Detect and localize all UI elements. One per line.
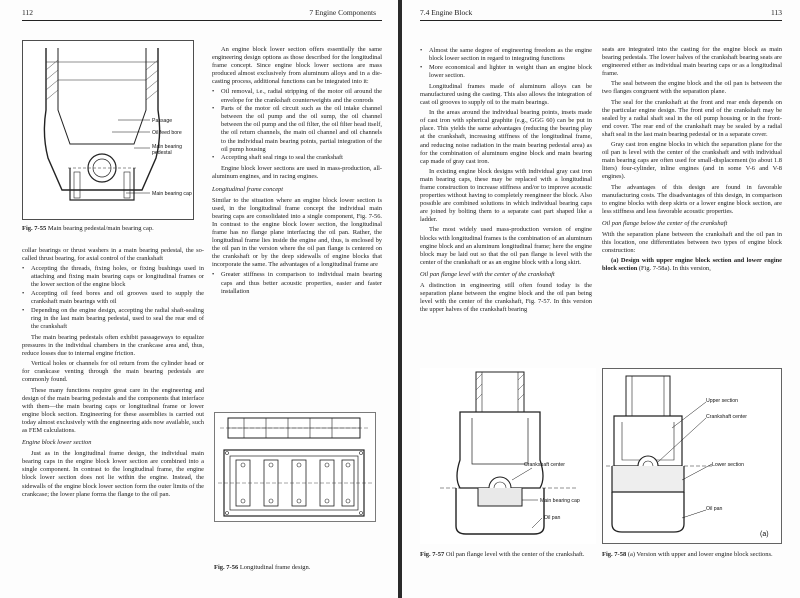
left-page-column-2 (212, 46, 382, 299)
left-page (0, 0, 398, 598)
figure-7-58-caption-text: (a) Version with upper and lower engine block sections. (627, 551, 773, 558)
label-oil-pan: Oil pan (706, 506, 723, 512)
figure-7-56-caption (214, 564, 384, 572)
figure-7-58-caption (602, 551, 782, 559)
upper-lower-section-drawing (602, 368, 782, 544)
longitudinal-frame-drawing (214, 412, 376, 522)
paragraph: The seal for the crankshaft at the front and rear ends depends on the particular engine design. The front end of the crankshaft may be sealed by a radial shaft seal in the oil pump housing or in the front-end cover. The rear end of the crankshaft may be sealed by a radial shaft seal in the last main bearing pedestal or in a separate cover. (602, 98, 782, 138)
paragraph: Longitudinal frames made of aluminum alloys can be manufactured using die casting. This also allows the integration of cast oil grooves to supply oil to the main bearings. (420, 82, 592, 107)
bold-run: (a) Design with upper engine block section and lower engine block section (602, 257, 782, 273)
subheading: Longitudinal frame concept (212, 185, 283, 193)
list-item: • Depending on the engine design, accepting the radial shaft-sealing ring in the last main bearing pedestal, used to seal the rear end of the crankshaft (22, 307, 204, 331)
label-oil-feed-bore: Oil feed bore (152, 130, 182, 136)
label-oil-pan: Oil pan (544, 515, 561, 521)
running-head-left: 7 Engine Components (309, 8, 376, 17)
paragraph: The seal between the engine block and the oil pan is between the two flanges congruent with the separation plane. (602, 80, 782, 96)
figure-7-55-caption-text: Main bearing pedestal/main bearing cap. (47, 225, 154, 232)
paragraph: An engine block lower section offers essentially the same engineering design options as those described for the longitudinal frame concept. Since engine block lower sections are mass produced almost exclusively from aluminum alloys and in a die-casting process, additional functions can be integrated into it: (212, 46, 382, 86)
subheading: Oil pan flange below the center of the crankshaft (602, 219, 728, 227)
bullet-list (212, 88, 382, 162)
paragraph: Gray cast iron engine blocks in which the separation plane for the oil pan is level with the center of the crankshaft and with individual main bearing caps are often used for small-displacement (to about 1.8 liters) four-cylinder, inline engines (and in some V-6 and V-8 engines). (602, 141, 782, 181)
paragraph: In existing engine block designs with individual gray cast iron main bearing caps, these may be replaced with a longitudinal frame construction to increase stiffness and/or to improve acoustic properties without having to completely reengineer the block. Also possible are combined solutions in which individual bearing caps are joined by bolting them to a separate cast part shaped like a ladder. (420, 167, 592, 224)
paragraph: Similar to the situation where an engine block lower section is used, in the longitudinal frame concept the individual main bearing caps are consolidated into a single component, Fig. 7-56. In contrast to the engine block lower section, the longitudinal frame has no flange plane interfacing the oil pan. Rather, the longitudinal frame lies inside the engine and, thus, is enclosed by the oil pan in the version where the oil pan flange is centered on the crankshaft or by the deep sidewalls of engine blocks that incorporate the same. The advantages of a longitudinal frame are (212, 196, 382, 269)
paragraph: collar bearings or thrust washers in a main bearing pedestal, the so-called thrust bearing, for axial control of the crankshaft (22, 247, 204, 263)
paragraph: Engine block lower sections are used in mass-production, all-aluminum engines, and in racing engines. (212, 165, 382, 181)
text-run: (Fig. 7-58a). In this version, (637, 265, 711, 273)
list-item: • Accepting shaft seal rings to seal the crankshaft (212, 154, 382, 162)
label-main-bearing-pedestal-2: pedestal (152, 150, 172, 156)
paragraph: The main bearing pedestals often exhibit passageways to equalize pressures in the individual chambers in the crankcase area and, thus, reduce losses due to internal engine friction. (22, 333, 204, 358)
paragraph: The advantages of this design are found in favorable manufacturing costs. The disadvantages of this design, in comparison to engine blocks with deep skirts or a lower engine block section, are less stiffness and less favorable acoustic properties. (602, 183, 782, 215)
left-page-column-1 (22, 247, 204, 501)
paragraph: A distinction in engineering still often found today is the separation plane between the engine block and the oil pan being level with the center of the crankshaft, Fig. 7-57. In this version the upper halves of the crankshaft bearing (420, 282, 592, 314)
paragraph: The most widely used mass-production version of engine blocks with longitudinal frames is the combination of an aluminum engine block and an aluminum longitudinal frame; here the engine block may be laid out so that the oil pan flange is level with the center of the crankshaft or as an engine block with a long skirt. (420, 226, 592, 266)
paragraph: seats are integrated into the casting for the engine block as main bearing pedestals. The lower halves of the crankshaft bearing seats are engineered either as individual main bearing caps or as a longitudinal frame. (602, 46, 782, 78)
figure-7-55-labels (22, 40, 194, 220)
paragraph: These many functions require great care in the engineering and design of the main bearing pedestals and the components that interface with them—the main bearing caps or longitudinal frame or lower engine block section. Engineering for these assemblies is carried out today almost exclusively with the engineering aids now available, such as FEM calculations. (22, 386, 204, 434)
label-crankshaft-center: Crankshaft center (524, 462, 565, 468)
subheading: Oil pan flange level with the center of the crankshaft (420, 270, 555, 278)
figure-7-57-caption (420, 551, 596, 559)
figure-7-57-caption-text: Oil pan flange level with the center of the crankshaft. (445, 551, 585, 558)
panel-label: (a) (760, 531, 769, 538)
paragraph: In the areas around the individual bearing points, insets made of cast iron with spherical graphite (e.g., GGG 60) can be put in place. This yields the same advantages (reducing the bearing play at the crankshaft, increasing stiffness of the longitudinal frame, and reducing noise radiation in the main bearing pedestal area) as for the combination of aluminum engine block and main bearing cap made of gray cast iron. (420, 109, 592, 165)
header-rule-right (420, 20, 782, 21)
bullet-list (420, 47, 592, 80)
subheading: Engine block lower section (22, 439, 92, 447)
figure-7-58 (602, 368, 782, 544)
page-number-right: 113 (771, 8, 782, 17)
list-item: • Parts of the motor oil circuit such as the oil intake channel between the oil pump and the oil sump, the oil channel between the oil pump and the oil filter, the oil filter head itself, the oil return channels, the main oil channel and oil channels to the individual main bearing points, partial integration of the oil pump housing (212, 105, 382, 154)
figure-7-57 (420, 368, 596, 544)
label-passage: Passage (152, 118, 173, 124)
running-head-right: 7.4 Engine Block (420, 8, 473, 17)
list-item: • Accepting oil feed bores and oil grooves used to supply the crankshaft main bearings with oil (22, 290, 204, 306)
list-item: • Oil removal, i.e., radial stripping of the motor oil around the envelope for the crankshaft counterweights and the conrods (212, 88, 382, 104)
list-item: • Accepting the threads, fixing holes, or fixing bushings used in attaching and fixing main bearing caps or longitudinal frames or the lower section of the engine block (22, 265, 204, 289)
label-upper-section: Upper section (706, 398, 739, 404)
list-item: • Almost the same degree of engineering freedom as the engine block lower section in regard to integrating functions (420, 47, 592, 63)
figure-7-56 (214, 412, 376, 522)
paragraph: With the separation plane between the crankshaft and the oil pan in this location, one differentiates between two types of engine block construction: (602, 230, 782, 255)
list-item: • More economical and lighter in weight than an engine block lower section. (420, 64, 592, 80)
right-page (402, 0, 800, 598)
figure-7-55-caption (22, 225, 207, 233)
figure-7-55 (22, 40, 194, 220)
right-page-column-2 (602, 46, 782, 275)
figure-7-55-number: Fig. 7-55 (22, 225, 47, 232)
bullet-list (212, 271, 382, 295)
paragraph: Just as in the longitudinal frame design, the individual main bearing caps in the engine block lower section are combined into a single component. In contrast to the longitudinal frame, the engine block lower section does not lie within the engine. Instead, the sidewalls of the engine block lower section form the outer limits of the crankcase; the lower plane forms the flange to the oil pan. (22, 450, 204, 498)
figure-7-57-number: Fig. 7-57 (420, 551, 445, 558)
figure-7-56-number: Fig. 7-56 (214, 564, 239, 571)
right-page-column-1 (420, 46, 592, 316)
label-main-bearing-cap: Main bearing cap (152, 191, 192, 197)
list-item: • Greater stiffness in comparison to individual main bearing caps and thus better acoustic properties, easier and faster installation (212, 271, 382, 295)
label-crankshaft-center: Crankshaft center (706, 414, 747, 420)
label-main-bearing-cap: Main bearing cap (540, 498, 580, 504)
label-lower-section: Lower section (712, 462, 745, 468)
oil-pan-flange-level-drawing (420, 368, 596, 544)
page-number-left: 112 (22, 8, 33, 17)
header-rule-left (22, 20, 382, 21)
bullet-list (22, 265, 204, 331)
paragraph (602, 257, 782, 273)
figure-7-56-caption-text: Longitudinal frame design. (239, 564, 311, 571)
label-main-bearing-pedestal-1: Main bearing (152, 144, 182, 150)
figure-7-58-number: Fig. 7-58 (602, 551, 627, 558)
paragraph: Vertical holes or channels for oil return from the cylinder head or for crankcase venting through the main bearing pedestals are commonly found. (22, 360, 204, 384)
